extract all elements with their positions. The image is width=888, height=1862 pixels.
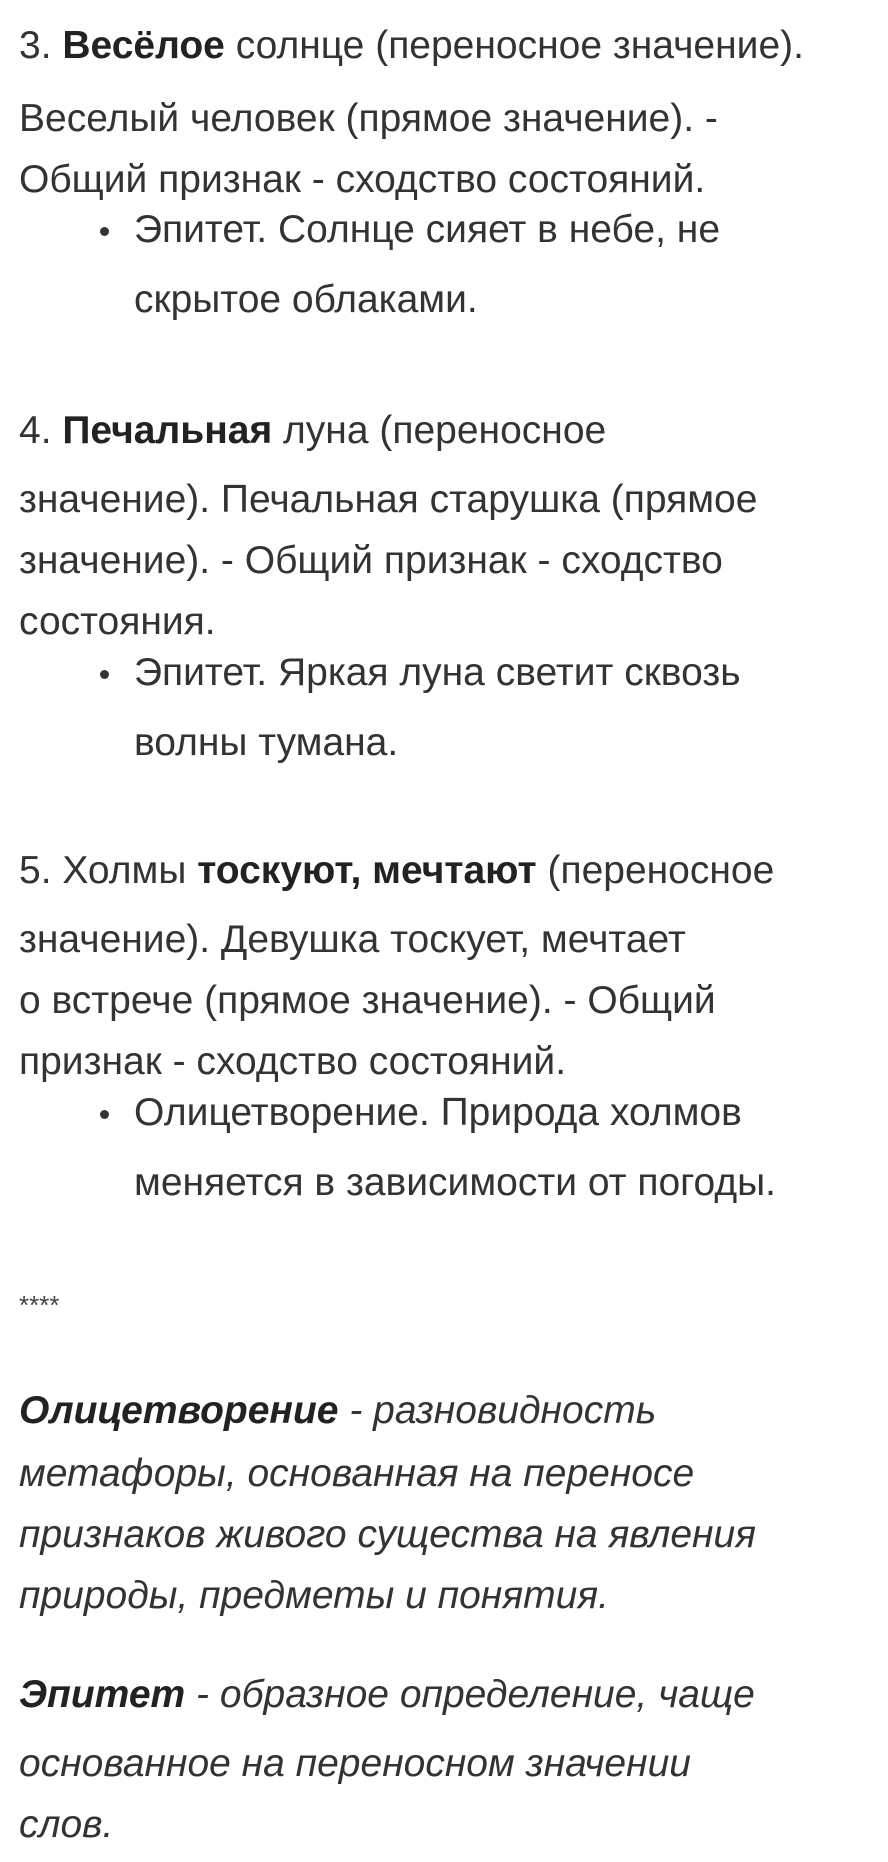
item-4-line-3: значение). - Общий признак - сходство [19,539,723,582]
text-span: солнце (переносное значение). [224,24,804,67]
item-number: 5. Холмы [19,849,198,892]
item-4-line-4: состояния. [19,600,216,643]
item-4-line-1 [19,400,757,461]
bullet-icon [100,227,109,236]
list-item [19,195,720,335]
definition-line-1 [19,1664,755,1725]
item-5-bullet-list [19,1078,776,1218]
definition-epithet [19,1664,755,1855]
definition-term: Эпитет [19,1673,186,1716]
definition-line-2: основанное на переносном значении [19,1742,691,1785]
bullet-icon [100,670,109,679]
definition-line-3: признаков живого существа на явления [19,1513,757,1556]
item-number: 3. [19,24,63,67]
definition-line-4: природы, предметы и понятия. [19,1574,609,1617]
item-3-bullet-list [19,195,720,335]
item-5-line-1 [19,840,774,901]
definition-line-1 [19,1380,756,1441]
text-span: - образное определение, чаще [185,1673,755,1716]
bullet-line: волны тумана. [134,721,399,764]
text-span: луна (переносное [272,409,607,452]
item-5-line-4: признак - сходство состояний. [19,1040,567,1083]
item-number: 4. [19,409,63,452]
highlighted-word: Печальная [62,409,273,452]
list-item [19,638,741,778]
bullet-line: меняется в зависимости от погоды. [134,1161,776,1204]
item-3-line-3: Общий признак - сходство состояний. [19,158,706,201]
bullet-line: Олицетворение. Природа холмов [134,1091,742,1134]
highlighted-word: тоскуют, мечтают [197,849,537,892]
item-3-line-2: Веселый человек (прямое значение). - [19,97,718,140]
item-4 [19,400,757,652]
definition-personification [19,1380,756,1626]
definition-term: Олицетворение [19,1389,339,1432]
list-item [19,1078,776,1218]
bullet-icon [100,1110,109,1119]
definition-line-3: слов. [19,1803,114,1846]
text-span: (переносное [536,849,775,892]
bullet-line: скрытое облаками. [134,278,478,321]
separator: **** [19,1290,60,1320]
item-4-line-2: значение). Печальная старушка (прямое [19,478,758,521]
item-4-bullet-list [19,638,741,778]
item-3-line-1 [19,15,804,76]
highlighted-word: Весёлое [62,24,225,67]
bullet-line: Эпитет. Яркая луна светит сквозь [134,651,741,694]
item-5-line-2: значение). Девушка тоскует, мечтает [19,918,686,961]
definition-line-2: метафоры, основанная на переносе [19,1452,695,1495]
bullet-line: Эпитет. Солнце сияет в небе, не [134,208,721,251]
item-3 [19,15,804,210]
item-5 [19,840,774,1092]
text-span: - разновидность [338,1389,657,1432]
item-5-line-3: о встрече (прямое значение). - Общий [19,979,716,1022]
